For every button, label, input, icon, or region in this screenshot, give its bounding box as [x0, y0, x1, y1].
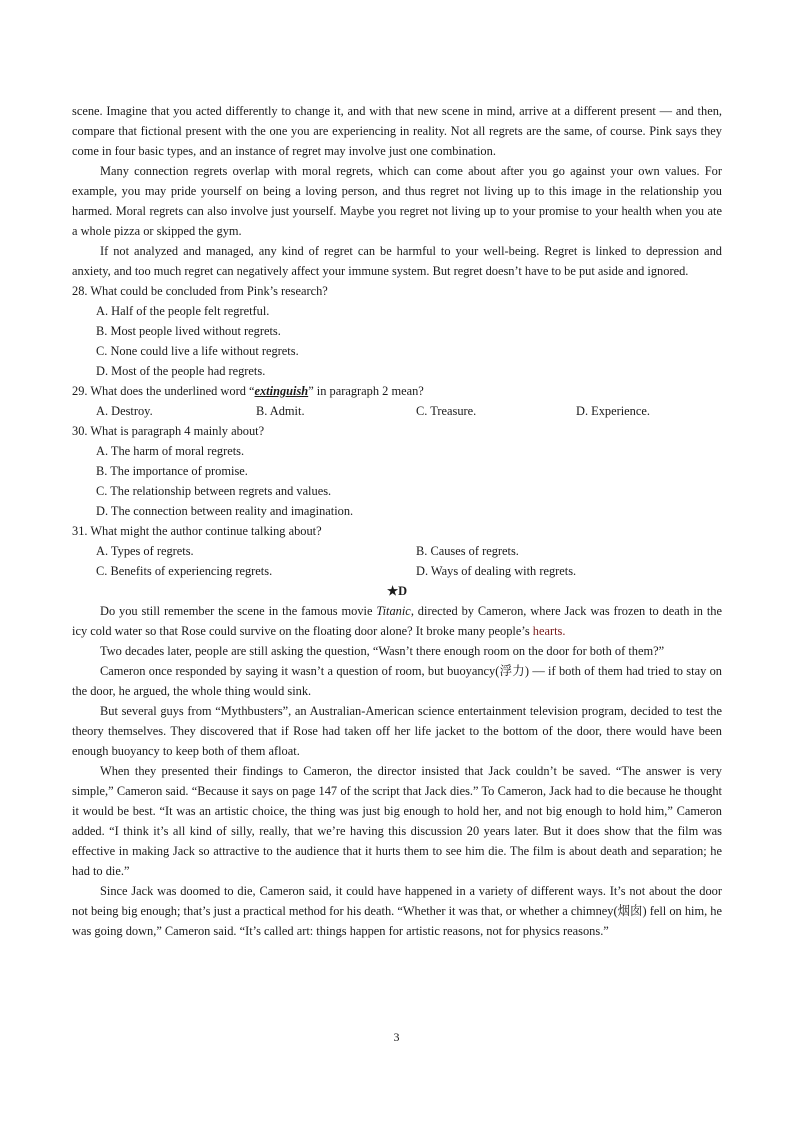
question-29-option-a: A. Destroy. — [96, 404, 153, 418]
passage-c-paragraph-2: Many connection regrets overlap with moral regrets, which can come about after you go against your own values. For example, you may pride yourself on being a loving person, and thus regret not living up to this image in the relationship you harmed. Moral regrets can also involve just yourself. Maybe you regret not living up to your promise to your health when you ate a whole pizza or skipped the gym. — [72, 164, 722, 238]
question-28 — [72, 281, 722, 381]
section-d-heading: ★D — [386, 584, 408, 598]
passage-d-paragraph-2: Two decades later, people are still asking the question, “Wasn’t there enough room on the door for both of them?” — [100, 644, 665, 658]
question-29-option-c: C. Treasure. — [416, 404, 477, 418]
passage-d-paragraph-1: Do you still remember the scene in the famous movie Titanic, directed by Cameron, where Jack was frozen to death in the icy cold water so that Rose could survive on the floating door alone? It broke many people’s hearts. — [72, 604, 722, 638]
question-28-option-b: B. Most people lived without regrets. — [96, 324, 281, 338]
question-30-option-c: C. The relationship between regrets and values. — [96, 484, 332, 498]
underlined-word: extinguish — [254, 384, 309, 398]
question-30-option-d: D. The connection between reality and imagination. — [96, 504, 354, 518]
question-29 — [72, 381, 722, 421]
passage-c-paragraph-3: If not analyzed and managed, any kind of regret can be harmful to your well-being. Regret is linked to depression and anxiety, and too much regret can negatively affect your immune system. But regret doesn’t have to be put aside and ignored. — [72, 244, 722, 278]
passage-d-paragraph-6: Since Jack was doomed to die, Cameron said, it could have happened in a variety of different ways. It’s not about the door not being big enough; that’s just a practical method for his death. “Whether it was that, or whether a chimney(烟囱) fell on him, he was going down,” Cameron said. “It’s called art: things happen for artistic reasons, not for physics reasons.” — [72, 884, 722, 938]
question-28-option-a: A. Half of the people felt regretful. — [96, 304, 270, 318]
passage-d-paragraph-4: But several guys from “Mythbusters”, an Australian-American science entertainment television program, decided to test the theory themselves. They discovered that if Rose had taken off her life jacket to the bottom of the door, there would have been enough buoyancy to keep both of them afloat. — [72, 704, 722, 758]
question-28-stem: 28. What could be concluded from Pink’s research? — [72, 284, 328, 298]
question-29-stem: 29. What does the underlined word “extinguish” in paragraph 2 mean? — [72, 384, 424, 398]
question-31-option-c: C. Benefits of experiencing regrets. — [96, 564, 273, 578]
question-31-option-d: D. Ways of dealing with regrets. — [416, 564, 577, 578]
question-30-stem: 30. What is paragraph 4 mainly about? — [72, 424, 265, 438]
question-29-option-b: B. Admit. — [256, 404, 305, 418]
question-31-stem: 31. What might the author continue talking about? — [72, 524, 322, 538]
question-30-option-b: B. The importance of promise. — [96, 464, 248, 478]
question-31-option-a: A. Types of regrets. — [96, 544, 194, 558]
question-30 — [72, 421, 722, 521]
highlighted-word: hearts. — [532, 624, 566, 638]
passage-d-paragraph-5: When they presented their findings to Cameron, the director insisted that Jack couldn’t be saved. “The answer is very simple,” Cameron said. “Because it says on page 147 of the script that Jack dies.” To Cameron, Jack had to die because he thought it would be best. “It was an artistic choice, the thing was just big enough to hold her, and not big enough to hold him,” Cameron added. “I think it’s all kind of silly, really, that we’re having this discussion 20 years later. But it does show that the film was effective in making Jack so attractive to the audience that it hurts them to see him die. The film is about death and separation; he had to die.” — [72, 764, 722, 878]
movie-title: Titanic — [376, 604, 411, 618]
question-28-option-c: C. None could live a life without regrets. — [96, 344, 299, 358]
passage-d-paragraph-3: Cameron once responded by saying it wasn’t a question of room, but buoyancy(浮力) — if both of them had tried to stay on the door, he argued, the whole thing would sink. — [72, 664, 722, 698]
question-29-option-d: D. Experience. — [576, 404, 650, 418]
question-30-option-a: A. The harm of moral regrets. — [96, 444, 245, 458]
question-28-option-d: D. Most of the people had regrets. — [96, 364, 266, 378]
question-31 — [72, 521, 722, 581]
page-body — [72, 101, 722, 941]
page-number: 3 — [393, 1030, 400, 1044]
passage-c-paragraph-1: scene. Imagine that you acted differently to change it, and with that new scene in mind, arrive at a different present — and then, compare that fictional present with the one you are experiencing in reality. Not all regrets are the same, of course. Pink says they come in four basic types, and an instance of regret may involve just one combination. — [72, 104, 722, 158]
question-31-option-b: B. Causes of regrets. — [416, 544, 519, 558]
